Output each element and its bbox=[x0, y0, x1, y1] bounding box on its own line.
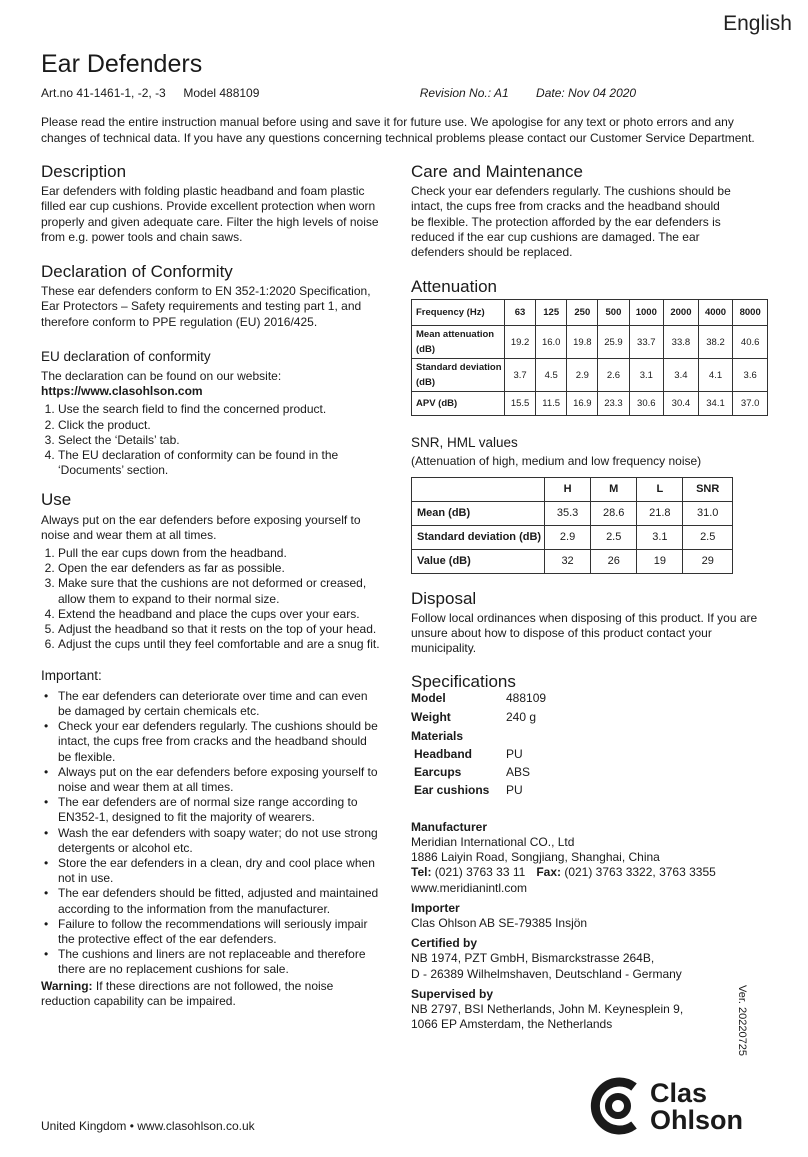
description-heading: Description bbox=[41, 162, 127, 181]
page-title: Ear Defenders bbox=[41, 50, 203, 78]
supervised-line: 1066 EP Amsterdam, the Netherlands bbox=[411, 1017, 613, 1032]
specifications-heading: Specifications bbox=[411, 671, 516, 691]
list-item: 1. Pull the ear cups down from the headband. bbox=[58, 546, 381, 561]
list-item: 4. The EU declaration of conformity can be found in the ‘Documents’ section. bbox=[58, 448, 381, 478]
list-item: • The ear defenders should be fitted, adjusted and maintained according to the information from the manufacturer. bbox=[41, 886, 381, 916]
list-item: • Store the ear defenders in a clean, dry and cool place when not in use. bbox=[41, 856, 381, 886]
table-cell: 2.5 bbox=[683, 525, 733, 549]
table-cell: 19 bbox=[637, 549, 683, 573]
table-header-cell: 1000 bbox=[629, 300, 664, 326]
table-header-cell: M bbox=[591, 477, 637, 501]
table-cell: 2.9 bbox=[545, 525, 591, 549]
table-header-cell: 2000 bbox=[664, 300, 699, 326]
spec-label: Headband bbox=[414, 746, 473, 761]
table-row bbox=[411, 729, 546, 747]
warning-body: If these directions are not followed, the noise reduction capability can be impaired. bbox=[41, 978, 334, 1008]
care-text: Check your ear defenders regularly. The cushions should be intact, the cups free from cracks and the headband should be flexible. The protection afforded by the ear defenders is reduced if the ear cup cushions are damaged. The ear defenders should be replaced. bbox=[411, 184, 731, 260]
list-item: • Failure to follow the recommendations will seriously impair the protective effect of the ear defenders. bbox=[41, 917, 381, 947]
version-label: Ver. 20220725 bbox=[736, 985, 748, 1056]
table-row bbox=[411, 783, 546, 801]
table-row bbox=[412, 477, 733, 501]
table-header-cell: 4000 bbox=[698, 300, 733, 326]
table-row bbox=[411, 710, 546, 729]
conformity-text: These ear defenders conform to EN 352-1:2020 Specification, Ear Protectors – Safety requirements and testing part 1, and therefore conform to PPE regulation (EU) 2016/425. bbox=[41, 284, 371, 329]
snr-table bbox=[411, 477, 733, 574]
disposal-heading: Disposal bbox=[411, 588, 477, 608]
row-label: APV (dB) bbox=[412, 392, 505, 416]
table-cell: 29 bbox=[683, 549, 733, 573]
spec-label: Model bbox=[411, 690, 446, 705]
importer-heading: Importer bbox=[411, 900, 460, 915]
table-cell: 30.4 bbox=[664, 392, 699, 416]
row-label: Mean (dB) bbox=[412, 501, 545, 525]
use-text: Always put on the ear defenders before exposing yourself to noise and wear them at all times. bbox=[41, 512, 361, 542]
list-item: • Check your ear defenders regularly. The cushions should be intact, the cups free from cracks and the headband should be flexible. bbox=[41, 719, 381, 765]
table-cell: 16.9 bbox=[567, 392, 598, 416]
table-header-cell: 8000 bbox=[733, 300, 768, 326]
table-cell: 3.6 bbox=[733, 359, 768, 392]
table-header-cell: 63 bbox=[505, 300, 536, 326]
table-cell: 23.3 bbox=[598, 392, 629, 416]
supervised-line: NB 2797, BSI Netherlands, John M. Keynesplein 9, bbox=[411, 1002, 684, 1017]
table-header-cell: 500 bbox=[598, 300, 629, 326]
spec-label: Earcups bbox=[414, 764, 462, 779]
list-item: 2. Open the ear defenders as far as possible. bbox=[58, 561, 381, 576]
spec-value: PU bbox=[506, 746, 523, 761]
description-text: Ear defenders with folding plastic headband and foam plastic filled ear cup cushions. Provide excellent protection when worn properly and given adequate care. Filter the high levels of noise from e.g. power tools and chain saws. bbox=[41, 184, 379, 244]
list-item: • The ear defenders are of normal size range according to EN352-1, designed to fit the majority of wearers. bbox=[41, 795, 381, 825]
footer-text: United Kingdom • www.clasohlson.co.uk bbox=[41, 1119, 255, 1133]
eu-declaration-steps bbox=[41, 402, 381, 478]
table-cell: 31.0 bbox=[683, 501, 733, 525]
list-item: 3. Select the ‘Details’ tab. bbox=[58, 433, 381, 448]
table-row bbox=[412, 326, 768, 359]
table-header-cell bbox=[412, 477, 545, 501]
list-item: 1. Use the search field to find the concerned product. bbox=[58, 402, 381, 417]
table-cell: 19.8 bbox=[567, 326, 598, 359]
table-cell: 28.6 bbox=[591, 501, 637, 525]
table-cell: 33.8 bbox=[664, 326, 699, 359]
revision-date: Date: Nov 04 2020 bbox=[536, 86, 637, 100]
article-info-row bbox=[41, 86, 781, 100]
table-header-cell: SNR bbox=[683, 477, 733, 501]
table-cell: 19.2 bbox=[505, 326, 536, 359]
clas-ohlson-logo bbox=[590, 1075, 760, 1139]
table-cell: 2.9 bbox=[567, 359, 598, 392]
list-item: • Always put on the ear defenders before exposing yourself to noise and wear them at all times. bbox=[41, 765, 381, 795]
certified-heading: Certified by bbox=[411, 936, 478, 951]
table-header-cell: H bbox=[545, 477, 591, 501]
certified-line: D - 26389 Wilhelmshaven, Deutschland - Germany bbox=[411, 966, 682, 981]
right-column bbox=[411, 164, 771, 1032]
manufacturer-contact bbox=[411, 865, 771, 880]
disposal-text: Follow local ordinances when disposing of this product. If you are unsure about how to dispose of this product contact your municipality. bbox=[411, 611, 758, 656]
table-cell: 15.5 bbox=[505, 392, 536, 416]
website-link[interactable]: https://www.clasohlson.com bbox=[41, 384, 203, 399]
important-heading: Important: bbox=[41, 668, 102, 684]
table-cell: 34.1 bbox=[698, 392, 733, 416]
certified-line: NB 1974, PZT GmbH, Bismarckstrasse 264B, bbox=[411, 951, 655, 966]
care-heading: Care and Maintenance bbox=[411, 162, 584, 181]
table-header-cell: Frequency (Hz) bbox=[412, 300, 505, 326]
use-heading: Use bbox=[41, 490, 72, 510]
table-cell: 33.7 bbox=[629, 326, 664, 359]
table-header-cell: 125 bbox=[536, 300, 567, 326]
model-number: Model 488109 bbox=[183, 86, 260, 100]
intro-text: Please read the entire instruction manual before using and save it for future use. We apologise for any text or photo errors and any changes of technical data. If you have any questions concerning technical problems please contact our Customer Service Department. bbox=[41, 115, 755, 145]
specifications-table bbox=[411, 691, 546, 801]
row-label: Standard deviation (dB) bbox=[412, 525, 545, 549]
snr-heading: SNR, HML values bbox=[411, 435, 518, 451]
list-item: 2. Click the product. bbox=[58, 418, 381, 433]
manufacturer-name: Meridian International CO., Ltd bbox=[411, 835, 575, 850]
conformity-heading: Declaration of Conformity bbox=[41, 262, 233, 282]
table-row bbox=[411, 765, 546, 783]
list-item: 6. Adjust the cups until they feel comfortable and are a snug fit. bbox=[58, 637, 381, 652]
table-cell: 3.7 bbox=[505, 359, 536, 392]
supervised-heading: Supervised by bbox=[411, 986, 494, 1001]
supervised-block bbox=[411, 987, 771, 1033]
table-cell: 30.6 bbox=[629, 392, 664, 416]
table-header-cell: 250 bbox=[567, 300, 598, 326]
list-item: • The cushions and liners are not replaceable and therefore there are no replacement cushions for sale. bbox=[41, 947, 381, 977]
table-cell: 38.2 bbox=[698, 326, 733, 359]
manufacturer-website[interactable]: www.meridianintl.com bbox=[411, 880, 528, 895]
spec-label: Materials bbox=[411, 728, 464, 743]
importer-block bbox=[411, 901, 771, 931]
importer-text: Clas Ohlson AB SE-79385 Insjön bbox=[411, 916, 588, 931]
table-cell: 21.8 bbox=[637, 501, 683, 525]
manufacturer-block bbox=[411, 820, 771, 896]
eu-declaration-text: The declaration can be found on our website: bbox=[41, 369, 282, 384]
spec-label: Weight bbox=[411, 709, 451, 724]
snr-subtitle: (Attenuation of high, medium and low frequency noise) bbox=[411, 453, 702, 468]
fax-label: Fax: bbox=[536, 865, 561, 880]
row-label: Value (dB) bbox=[412, 549, 545, 573]
logo-mark-icon bbox=[590, 1077, 644, 1135]
certified-block bbox=[411, 936, 771, 982]
table-cell: 3.4 bbox=[664, 359, 699, 392]
attenuation-table bbox=[411, 299, 768, 416]
table-cell: 4.5 bbox=[536, 359, 567, 392]
logo-text-line1: Clas bbox=[650, 1078, 708, 1108]
table-row bbox=[412, 392, 768, 416]
list-item: 5. Adjust the headband so that it rests on the top of your head. bbox=[58, 622, 381, 637]
logo-text-line2: Ohlson bbox=[650, 1105, 743, 1135]
use-steps bbox=[41, 546, 381, 652]
warning-label: Warning: bbox=[41, 978, 93, 993]
warning-text bbox=[41, 979, 381, 1009]
manufacturer-heading: Manufacturer bbox=[411, 819, 488, 834]
table-cell: 32 bbox=[545, 549, 591, 573]
attenuation-heading: Attenuation bbox=[411, 277, 498, 297]
table-row bbox=[412, 359, 768, 392]
table-row bbox=[412, 525, 733, 549]
table-row bbox=[411, 691, 546, 710]
revision-number: Revision No.: A1 bbox=[419, 86, 509, 100]
spec-label: Ear cushions bbox=[414, 782, 490, 797]
table-header-cell: L bbox=[637, 477, 683, 501]
table-cell: 4.1 bbox=[698, 359, 733, 392]
important-list bbox=[41, 689, 381, 978]
table-cell: 11.5 bbox=[536, 392, 567, 416]
article-number: Art.no 41-1461-1, -2, -3 bbox=[41, 86, 166, 100]
list-item: 3. Make sure that the cushions are not deformed or creased, allow them to expand to their normal size. bbox=[58, 576, 381, 606]
table-row bbox=[411, 747, 546, 765]
table-cell: 16.0 bbox=[536, 326, 567, 359]
list-item: 4. Extend the headband and place the cups over your ears. bbox=[58, 607, 381, 622]
manufacturer-address: 1886 Laiyin Road, Songjiang, Shanghai, China bbox=[411, 850, 660, 865]
table-cell: 2.5 bbox=[591, 525, 637, 549]
tel-label: Tel: bbox=[411, 865, 432, 880]
table-cell: 26 bbox=[591, 549, 637, 573]
fax-value: (021) 3763 3322, 3763 3355 bbox=[561, 865, 716, 880]
left-column bbox=[41, 164, 381, 1009]
list-item: • The ear defenders can deteriorate over time and can even be damaged by certain chemicals etc. bbox=[41, 689, 381, 719]
spec-value: 488109 bbox=[506, 690, 547, 705]
tel-value: (021) 3763 33 11 bbox=[431, 865, 526, 880]
table-cell: 2.6 bbox=[598, 359, 629, 392]
eu-declaration-heading: EU declaration of conformity bbox=[41, 348, 211, 364]
table-row bbox=[412, 300, 768, 326]
table-cell: 3.1 bbox=[629, 359, 664, 392]
table-row bbox=[412, 549, 733, 573]
table-cell: 40.6 bbox=[733, 326, 768, 359]
spec-value: PU bbox=[506, 782, 523, 797]
language-label: English bbox=[723, 12, 792, 35]
row-label: Standard deviation (dB) bbox=[412, 359, 505, 392]
spec-value: 240 g bbox=[506, 709, 537, 724]
table-row bbox=[412, 501, 733, 525]
table-cell: 3.1 bbox=[637, 525, 683, 549]
row-label: Mean attenuation (dB) bbox=[412, 326, 505, 359]
table-cell: 25.9 bbox=[598, 326, 629, 359]
spec-value: ABS bbox=[506, 764, 531, 779]
table-cell: 37.0 bbox=[733, 392, 768, 416]
table-cell: 35.3 bbox=[545, 501, 591, 525]
list-item: • Wash the ear defenders with soapy water; do not use strong detergents or alcohol etc. bbox=[41, 826, 381, 856]
